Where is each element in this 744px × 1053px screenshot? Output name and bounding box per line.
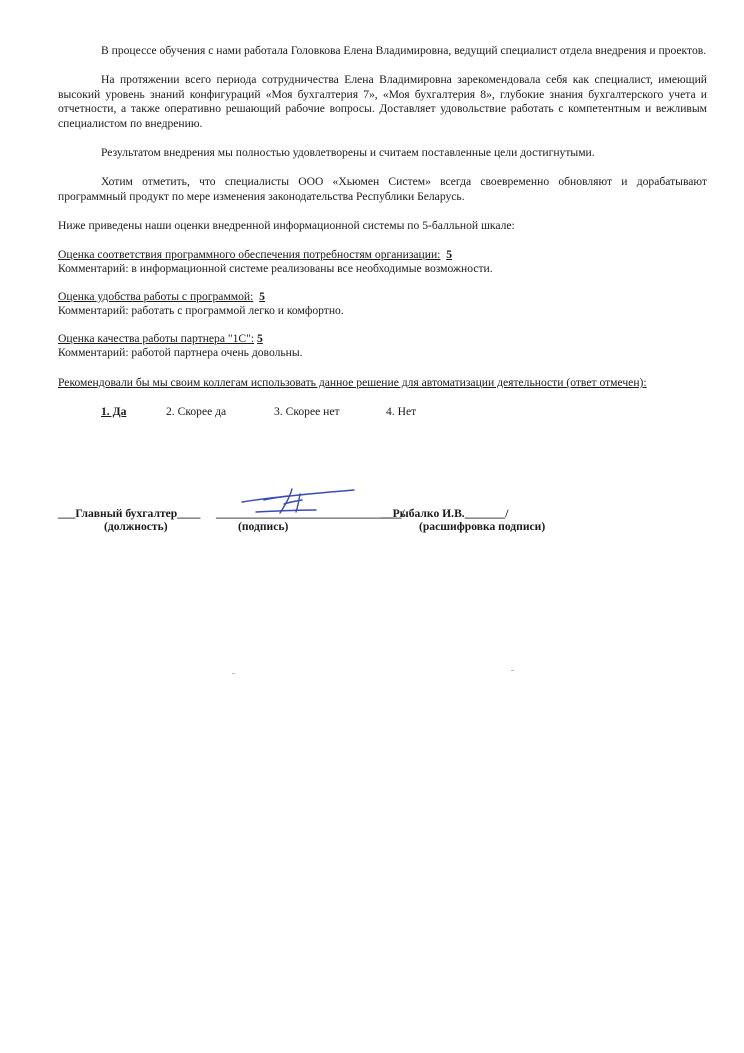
position-field: ___Главный бухгалтер____	[58, 507, 201, 520]
rating-score: 5	[257, 332, 263, 345]
rating-label: Оценка качества работы партнера "1С":	[58, 332, 255, 345]
name-caption: (расшифровка подписи)	[419, 520, 546, 533]
rating-comment: Комментарий: работой партнера очень довольны.	[58, 346, 303, 359]
recommendation-question: Рекомендовали бы мы своим коллегам использовать данное решение для автоматизации деятельности (ответ отмечен):	[58, 376, 647, 389]
paragraph-updates: Хотим отметить, что специалисты ООО «Хьюмен Систем» всегда своевременно обновляют и дорабатывают программный продукт по мере изменения законодательства Республики Беларусь.	[58, 175, 707, 203]
signature-caption: (подпись)	[238, 520, 289, 533]
rating-partner-quality	[58, 332, 263, 347]
recommendation-option: 3. Скорее нет	[274, 405, 340, 418]
rating-score: 5	[259, 290, 265, 303]
paragraph-employee: В процессе обучения с нами работала Головкова Елена Владимировна, ведущий специалист отдела внедрения и проектов.	[101, 44, 707, 57]
paragraph-characteristic: На протяжении всего периода сотрудничества Елена Владимировна зарекомендовала себя как специалист, имеющий высокий уровень знаний конфигураций «Моя бухгалтерия 7», «Моя бухгалтерия 8», глубокие знания бухгалтерского учета и отчетности, а также оперативно решающий рабочие вопросы. Доставляет удовольствие работать с компетентным и вежливым специалистом по внедрению.	[58, 73, 707, 130]
position-caption: (должность)	[104, 520, 168, 533]
rating-score: 5	[446, 248, 452, 261]
scan-artifact	[511, 670, 514, 671]
scan-artifact	[232, 673, 235, 674]
rating-comment: Комментарий: в информационной системе реализованы все необходимые возможности.	[58, 262, 493, 275]
recommendation-option: 4. Нет	[386, 405, 417, 418]
recommendation-option-selected: 1. Да	[101, 405, 127, 418]
paragraph-result: Результатом внедрения мы полностью удовлетворены и считаем поставленные цели достигнутыми.	[101, 146, 595, 159]
rating-label: Оценка соответствия программного обеспечения потребностям организации:	[58, 248, 441, 261]
signature-field: ________________________________/	[216, 507, 405, 520]
rating-software-fit	[58, 248, 452, 263]
rating-comment: Комментарий: работать с программой легко и комфортно.	[58, 304, 344, 317]
handwritten-signature	[236, 486, 360, 516]
recommendation-option: 2. Скорее да	[166, 405, 227, 418]
rating-label: Оценка удобства работы с программой:	[58, 290, 254, 303]
rating-usability	[58, 290, 265, 305]
name-field: __Рыбалко И.В._______/	[381, 507, 509, 520]
paragraph-scale-intro: Ниже приведены наши оценки внедренной информационной системы по 5-балльной шкале:	[58, 219, 515, 232]
